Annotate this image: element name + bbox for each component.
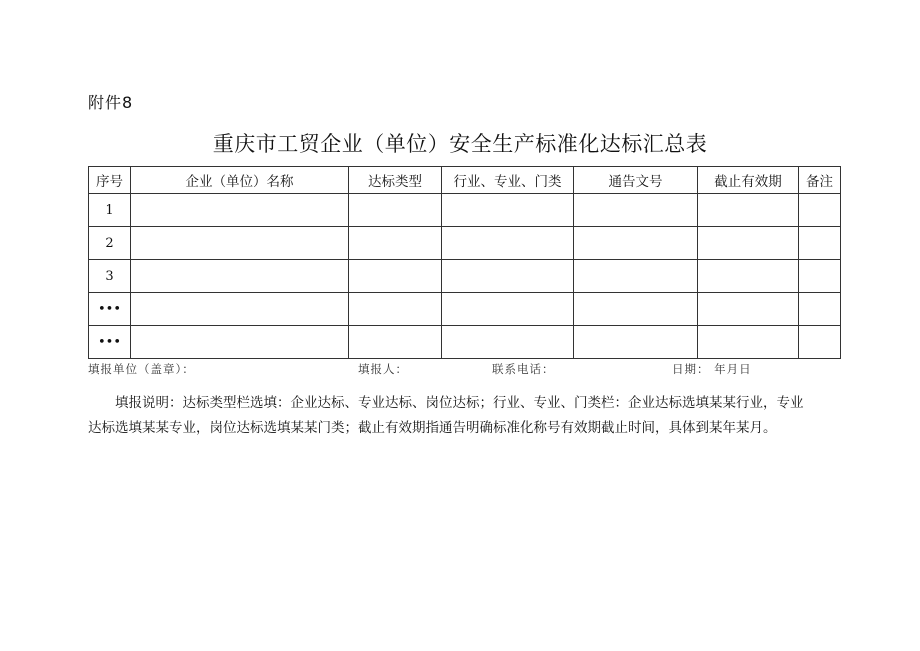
cell-expiry[interactable] [698, 194, 799, 227]
table-row [89, 260, 841, 293]
cell-type[interactable] [349, 227, 442, 260]
cell-name[interactable] [131, 227, 349, 260]
cell-expiry[interactable] [698, 227, 799, 260]
table-row [89, 227, 841, 260]
cell-remarks[interactable] [799, 227, 841, 260]
col-header-remarks: 备注 [799, 167, 841, 194]
cell-type[interactable] [349, 326, 442, 359]
cell-industry[interactable] [442, 326, 574, 359]
col-header-industry: 行业、专业、门类 [442, 167, 574, 194]
fill-date-label: 日期： 年月日 [672, 362, 752, 376]
cell-industry[interactable] [442, 227, 574, 260]
row-seq: ••• [89, 326, 131, 359]
row-seq: 2 [89, 227, 131, 260]
col-header-name: 企业（单位）名称 [131, 167, 349, 194]
cell-remarks[interactable] [799, 326, 841, 359]
cell-name[interactable] [131, 326, 349, 359]
table-row [89, 194, 841, 227]
cell-notice-no[interactable] [574, 194, 698, 227]
table-row [89, 326, 841, 359]
row-seq: 1 [89, 194, 131, 227]
form-title: 重庆市工贸企业（单位）安全生产标准化达标汇总表 [212, 132, 708, 156]
cell-notice-no[interactable] [574, 227, 698, 260]
instructions-line-1: 填报说明：达标类型栏选填：企业达标、专业达标、岗位达标；行业、专业、门类栏：企业达标选填某某行业，专业 [115, 395, 804, 411]
cell-name[interactable] [131, 194, 349, 227]
cell-remarks[interactable] [799, 293, 841, 326]
cell-industry[interactable] [442, 260, 574, 293]
col-header-seq: 序号 [89, 167, 131, 194]
col-header-expiry: 截止有效期 [698, 167, 799, 194]
cell-notice-no[interactable] [574, 260, 698, 293]
fill-phone-label: 联系电话： [492, 362, 555, 376]
cell-name[interactable] [131, 260, 349, 293]
cell-expiry[interactable] [698, 260, 799, 293]
fill-instructions [88, 391, 848, 441]
cell-type[interactable] [349, 260, 442, 293]
cell-type[interactable] [349, 194, 442, 227]
cell-notice-no[interactable] [574, 293, 698, 326]
cell-expiry[interactable] [698, 293, 799, 326]
cell-type[interactable] [349, 293, 442, 326]
cell-name[interactable] [131, 293, 349, 326]
instructions-line-2: 达标选填某某专业，岗位达标选填某某门类；截止有效期指通告明确标准化称号有效期截止时间，具体到某年某月。 [88, 420, 777, 436]
cell-remarks[interactable] [799, 194, 841, 227]
row-seq: 3 [89, 260, 131, 293]
fill-info-line [88, 361, 840, 377]
summary-table [88, 166, 841, 359]
cell-remarks[interactable] [799, 260, 841, 293]
col-header-type: 达标类型 [349, 167, 442, 194]
cell-industry[interactable] [442, 293, 574, 326]
col-header-notice-no: 通告文号 [574, 167, 698, 194]
fill-unit-label: 填报单位（盖章）： [88, 362, 195, 376]
cell-notice-no[interactable] [574, 326, 698, 359]
table-row [89, 293, 841, 326]
cell-expiry[interactable] [698, 326, 799, 359]
cell-industry[interactable] [442, 194, 574, 227]
fill-person-label: 填报人： [358, 362, 408, 376]
attachment-label: 附件8 [88, 93, 134, 112]
table-header-row [89, 167, 841, 194]
row-seq: ••• [89, 293, 131, 326]
